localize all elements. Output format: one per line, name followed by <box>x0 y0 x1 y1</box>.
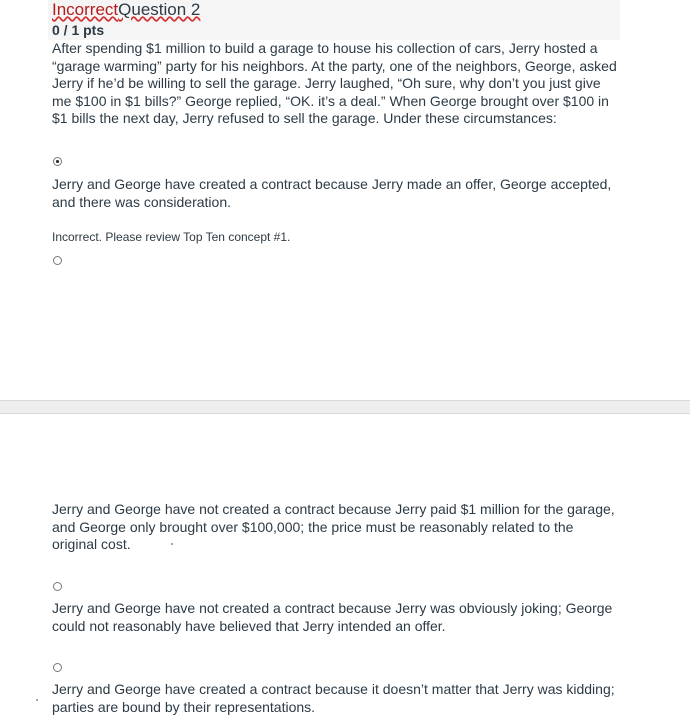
stray-dot <box>36 699 38 701</box>
answer-text-3: Jerry and George have not created a contract because Jerry was obviously joking; George could not reasonably have believed that Jerry intended an offer. <box>52 600 613 634</box>
stray-dot <box>171 543 173 545</box>
question-title <box>52 0 200 20</box>
question-text: After spending $1 million to build a garage to house his collection of cars, Jerry hosted a “garage warming” party for his neighbors. At the party, one of the neighbors, George, asked Jerry if he’d be willing to sell the garage. Jerry laughed, “Oh sure, why don’t you just give me $100 in $1 bills?” George replied, “OK. it’s a deal.” When George brought over $100 in $1 bills the next day, Jerry refused to sell the garage. Under these circumstances: <box>52 40 617 126</box>
answer-radio-1[interactable] <box>53 157 62 166</box>
answer-text-2: Jerry and George have not created a contract because Jerry paid $1 million for the garage, and George only brought over $100,000; the price must be reasonably related to the original cost. <box>52 501 615 552</box>
answer-text-1: Jerry and George have created a contract because Jerry made an offer, George accepted, and there was consideration. <box>52 176 612 210</box>
incorrect-label: Incorrect <box>52 0 119 19</box>
answer-radio-4[interactable] <box>53 663 62 672</box>
answer-text-4: Jerry and George have created a contract because it doesn’t matter that Jerry was kidding; parties are bound by their representations. <box>52 681 615 715</box>
answer-radio-3[interactable] <box>53 582 62 591</box>
feedback-text: Incorrect. Please review Top Ten concept #1. <box>52 230 291 244</box>
answer-radio-2[interactable] <box>53 256 62 265</box>
points-label: 0 / 1 pts <box>52 22 105 38</box>
question-number: Question 2 <box>118 0 201 19</box>
section-divider <box>0 400 690 414</box>
